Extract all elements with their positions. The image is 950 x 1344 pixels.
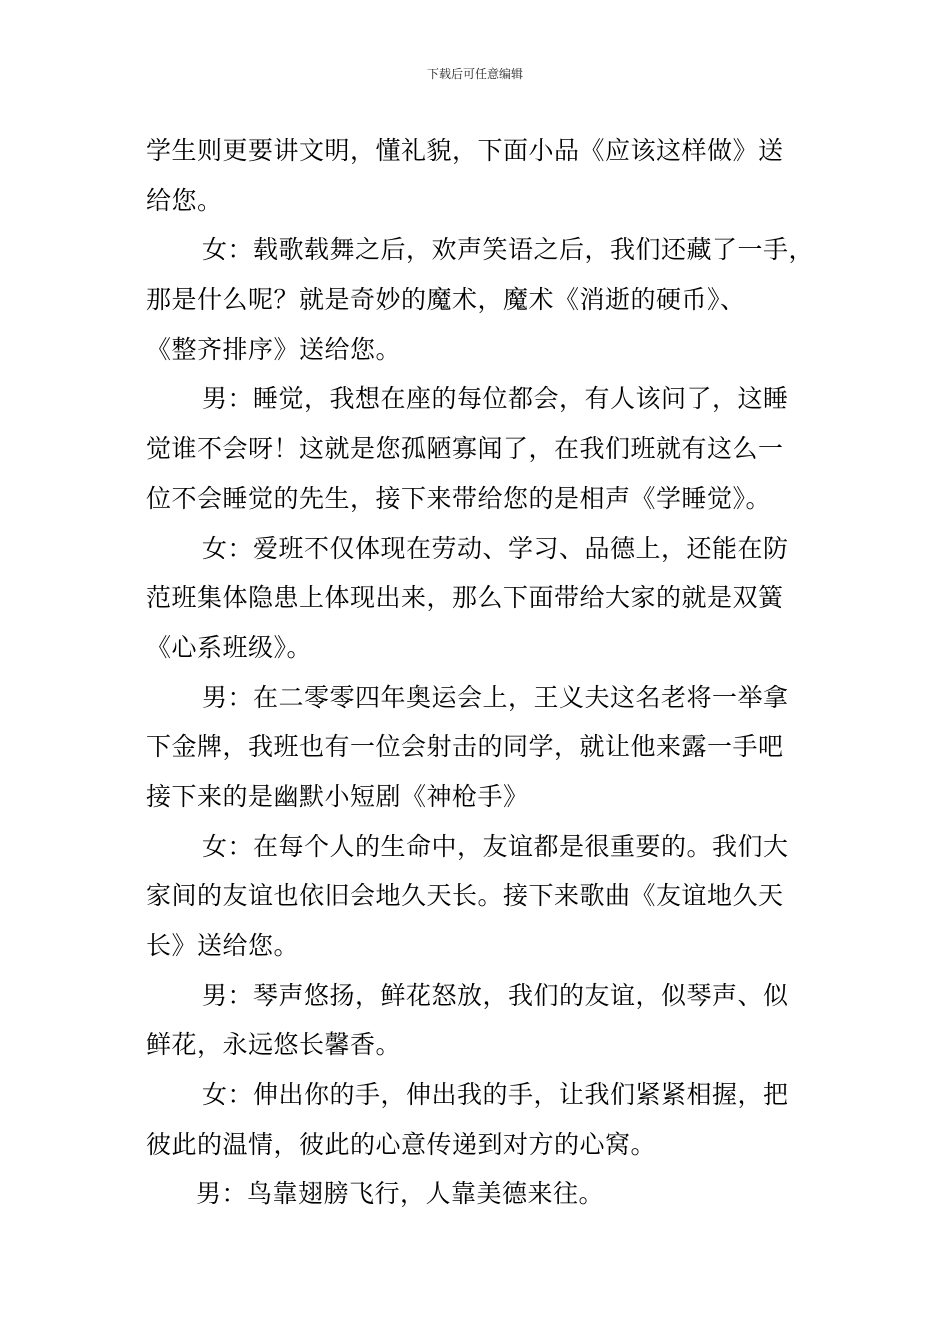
text-line: 《整齐排序》送给您。 bbox=[146, 334, 402, 364]
text-line: 觉谁不会呀！这就是您孤陋寡闻了，在我们班就有这么一 bbox=[146, 434, 784, 464]
text-line: 长》送给您。 bbox=[146, 931, 300, 960]
text-line: 接下来的是幽默小短剧《神枪手》 bbox=[146, 781, 529, 811]
text-line: 范班集体隐患上体现出来，那么下面带给大家的就是双簧 bbox=[146, 583, 784, 613]
text-line: 女：爱班不仅体现在劳动、学习、品德上，还能在防 bbox=[202, 533, 789, 563]
text-line: 女：伸出你的手，伸出我的手，让我们紧紧相握，把 bbox=[202, 1080, 789, 1110]
text-line: 女：载歌载舞之后，欢声笑语之后，我们还藏了一手， bbox=[202, 235, 815, 265]
text-line: 女：在每个人的生命中，友谊都是很重要的。我们大 bbox=[202, 831, 789, 861]
text-line: 那是什么呢？就是奇妙的魔术，魔术《消逝的硬币》、 bbox=[146, 285, 746, 315]
text-line: 彼此的温情，彼此的心意传递到对方的心窝。 bbox=[146, 1129, 657, 1159]
text-line: 男：在二零零四年奥运会上，王义夫这名老将一举拿 bbox=[202, 682, 789, 712]
text-line: 鲜花，永远悠长馨香。 bbox=[146, 1030, 402, 1060]
text-line: 男：睡觉，我想在座的每位都会，有人该问了，这睡 bbox=[202, 384, 789, 414]
text-line: 《心系班级》。 bbox=[146, 632, 313, 662]
page-header-note: 下载后可任意编辑 bbox=[426, 67, 523, 81]
text-line: 学生则更要讲文明，懂礼貌，下面小品《应该这样做》送 bbox=[146, 136, 784, 165]
text-line: 位不会睡觉的先生，接下来带给您的是相声《学睡觉》。 bbox=[146, 483, 772, 513]
text-line: 给您。 bbox=[146, 185, 223, 215]
text-line: 家间的友谊也依旧会地久天长。接下来歌曲《友谊地久天 bbox=[146, 881, 784, 911]
document-body bbox=[146, 126, 814, 1219]
text-line: 下金牌，我班也有一位会射击的同学，就让他来露一手吧 bbox=[146, 732, 784, 762]
text-line: 男：琴声悠扬，鲜花怒放，我们的友谊，似琴声、似 bbox=[202, 980, 789, 1010]
text-line: 男：鸟靠翅膀飞行，人靠美德来往。 bbox=[196, 1179, 605, 1209]
